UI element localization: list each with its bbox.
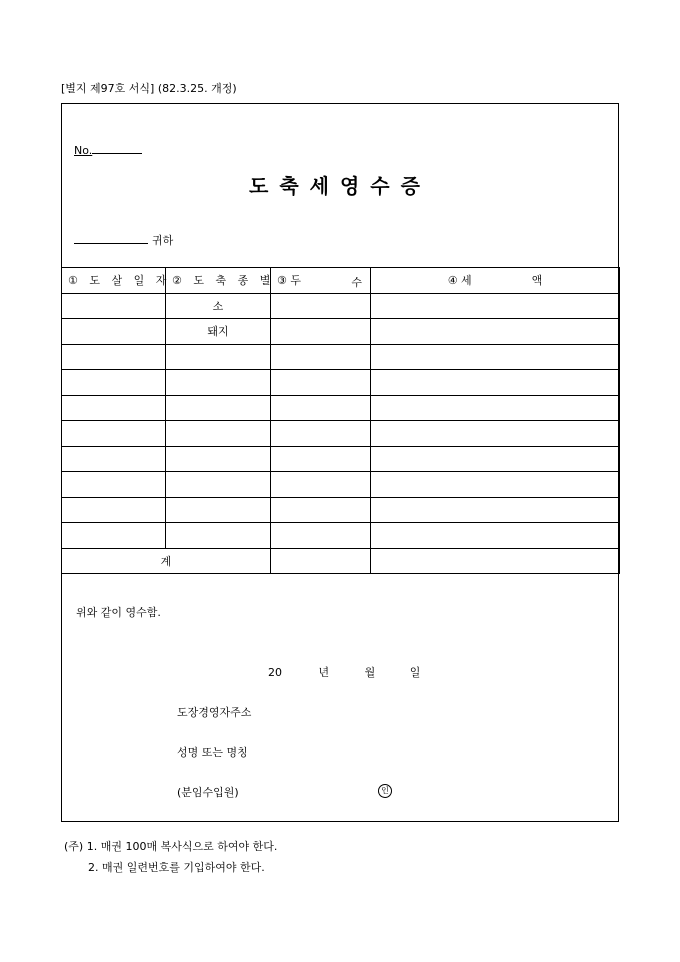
livestock-type-cattle: 소 (166, 293, 271, 319)
addressee (74, 232, 173, 248)
table-row (62, 421, 620, 447)
table-row (62, 472, 620, 498)
table-row (62, 497, 620, 523)
form-header: [별지 제97호 서식] (82.3.25. 개정) (61, 82, 237, 95)
table-row (62, 344, 620, 370)
header-head-count: ③ 두 수 (271, 268, 371, 294)
table-row (62, 395, 620, 421)
seal-icon: 인 (378, 784, 392, 798)
header-slaughter-date: ① 도 살 일 자 (62, 268, 166, 294)
header-livestock-type: ② 도 축 종 별 (166, 268, 271, 294)
page-title: 도축세영수증 (249, 174, 431, 198)
addressee-blank (74, 243, 148, 244)
signer-name-label: 성명 또는 명칭 (177, 746, 248, 759)
note-item: 2. 매권 일련번호를 기입하여야 한다. (88, 861, 265, 874)
date-month-unit: 월 (364, 666, 376, 679)
table-row (62, 293, 620, 319)
livestock-type-pig: 돼지 (166, 319, 271, 345)
table-header-row (62, 268, 620, 294)
receipt-number (74, 144, 142, 157)
date-year-unit: 년 (318, 666, 330, 679)
total-row (62, 548, 620, 574)
note-item: (주) 1. 매권 100매 복사식으로 하여야 한다. (64, 840, 278, 853)
tax-table (61, 267, 620, 574)
table-row (62, 370, 620, 396)
seal-mark (378, 783, 392, 798)
receipt-form (61, 103, 619, 822)
total-label: 계 (62, 548, 271, 574)
table-row (62, 446, 620, 472)
table-row (62, 319, 620, 345)
header-tax-amount: ④ 세 액 (371, 268, 620, 294)
receipt-statement: 위와 같이 영수함. (76, 606, 161, 619)
signer-role-label: (분임수입원) (177, 786, 239, 799)
receipt-number-label: No. (74, 144, 93, 157)
addressee-suffix: 귀하 (152, 234, 174, 247)
date-line (268, 664, 420, 680)
signer-address-label: 도장경영자주소 (177, 706, 252, 719)
footnotes (64, 836, 277, 878)
date-year: 20 (268, 666, 282, 679)
date-day-unit: 일 (409, 666, 421, 679)
receipt-number-blank (92, 153, 142, 154)
table-row (62, 523, 620, 549)
